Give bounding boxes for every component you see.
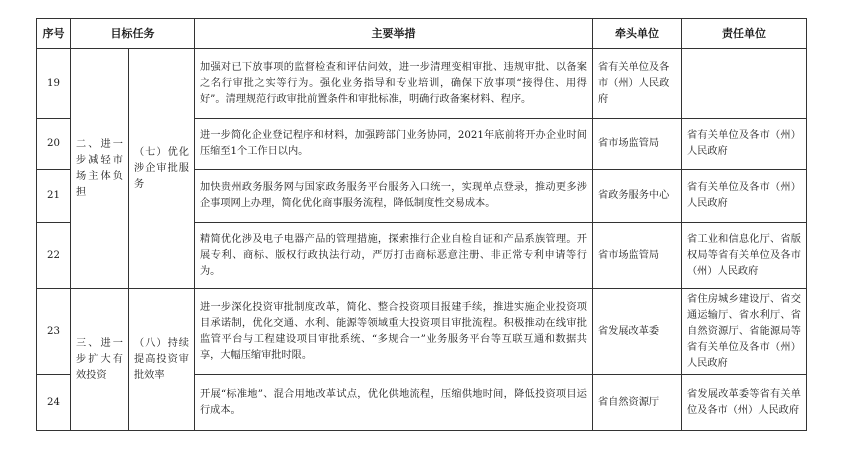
responsible-unit-cell: 省住房城乡建设厅、省交通运输厅、省水利厅、省自然资源厅、省能源局等省有关单位及各市（州）人民政府 xyxy=(682,289,807,375)
policy-table xyxy=(36,18,807,431)
table-row xyxy=(37,49,807,119)
header-row xyxy=(37,19,807,49)
goal-cell: 二、进一步减轻市场主体负担 xyxy=(71,49,129,289)
measure-cell: 进一步深化投资审批制度改革，简化、整合投资项目报建手续，推进实施企业投资项目承诺制，优化交通、水利、能源等领域重大投资项目审批流程。积极推动在线审批监管平台与工程建设项目审批系统、“多规合一”业务服务平台等互联互通和数据共享，大幅压缩审批时限。 xyxy=(195,289,593,375)
row-number: 23 xyxy=(37,289,71,375)
responsible-unit-cell: 省发展改革委等省有关单位及各市（州）人民政府 xyxy=(682,375,807,431)
header-goal: 目标任务 xyxy=(71,19,195,49)
lead-unit-cell: 省政务服务中心 xyxy=(593,170,682,223)
responsible-unit-cell: 省有关单位及各市（州）人民政府 xyxy=(682,170,807,223)
measure-cell: 开展“标准地”、混合用地改革试点，优化供地流程，压缩供地时间，降低投资项目运行成本。 xyxy=(195,375,593,431)
goal-cell: 三、进一步扩大有效投资 xyxy=(71,289,129,431)
header-num: 序号 xyxy=(37,19,71,49)
row-number: 20 xyxy=(37,119,71,170)
measure-cell: 进一步简化企业登记程序和材料，加强跨部门业务协同，2021年底前将开办企业时间压缩至1个工作日以内。 xyxy=(195,119,593,170)
lead-unit-cell: 省市场监管局 xyxy=(593,223,682,289)
measure-cell: 加快贵州政务服务网与国家政务服务平台服务入口统一，实现单点登录，推动更多涉企事项网上办理，简化优化商事服务流程，降低制度性交易成本。 xyxy=(195,170,593,223)
lead-unit-cell: 省自然资源厅 xyxy=(593,375,682,431)
row-number: 22 xyxy=(37,223,71,289)
measure-cell: 精简优化涉及电子电器产品的管理措施，探索推行企业自检自证和产品系族管理。开展专利、商标、版权行政执法行动，严厉打击商标恶意注册、非正常专利申请等行为。 xyxy=(195,223,593,289)
row-number: 24 xyxy=(37,375,71,431)
header-resp: 责任单位 xyxy=(682,19,807,49)
header-lead: 牵头单位 xyxy=(593,19,682,49)
lead-unit-cell: 省有关单位及各市（州）人民政府 xyxy=(593,49,682,119)
table-row xyxy=(37,289,807,375)
row-number: 21 xyxy=(37,170,71,223)
header-measure: 主要举措 xyxy=(195,19,593,49)
row-number: 19 xyxy=(37,49,71,119)
responsible-unit-cell: 省工业和信息化厅、省版权局等省有关单位及各市（州）人民政府 xyxy=(682,223,807,289)
responsible-unit-cell xyxy=(682,49,807,119)
task-cell: （八）持续提高投资审批效率 xyxy=(129,289,195,431)
task-cell: （七）优化涉企审批服务 xyxy=(129,49,195,289)
lead-unit-cell: 省市场监管局 xyxy=(593,119,682,170)
measure-cell: 加强对已下放事项的监督检查和评估问效，进一步清理变相审批、违规审批、以备案之名行审批之实等行为。强化业务指导和专业培训，确保下放事项“接得住、用得好”。清理规范行政审批前置条件和审批标准，明确行政备案材料、程序。 xyxy=(195,49,593,119)
responsible-unit-cell: 省有关单位及各市（州）人民政府 xyxy=(682,119,807,170)
lead-unit-cell: 省发展改革委 xyxy=(593,289,682,375)
